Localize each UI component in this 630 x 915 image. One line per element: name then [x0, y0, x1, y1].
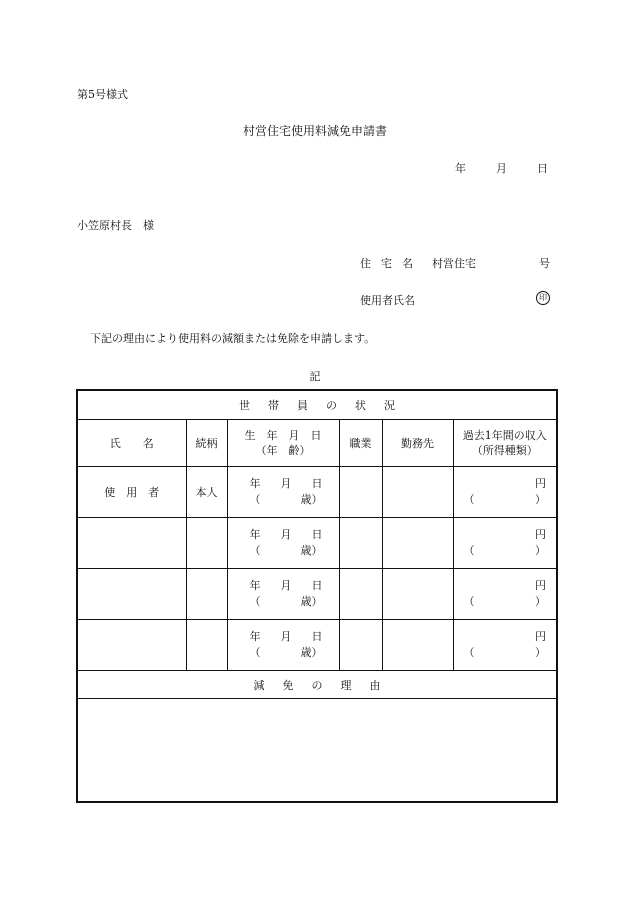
row-birth	[227, 518, 339, 569]
birth-day: 日	[311, 630, 323, 643]
header-birth	[227, 420, 339, 467]
row-occupation	[339, 518, 382, 569]
row-income	[453, 518, 557, 569]
header-income-line2: （所得種類）	[471, 444, 538, 457]
birth-year: 年	[249, 528, 261, 541]
income-type-close: ）	[535, 544, 547, 557]
housing-value: 村営住宅	[432, 257, 476, 270]
table-row	[77, 467, 557, 518]
seal-mark: 印	[536, 291, 550, 305]
income-type-open: （	[463, 493, 475, 506]
reason-field[interactable]	[77, 699, 557, 803]
page-title: 村営住宅使用料減免申請書	[242, 124, 387, 138]
date-month: 月	[496, 162, 507, 175]
birth-day: 日	[311, 528, 323, 541]
row-income	[453, 620, 557, 671]
form-number: 第5号様式	[77, 88, 128, 101]
row-birth	[227, 467, 339, 518]
birth-year: 年	[249, 630, 261, 643]
housing-line	[360, 255, 550, 271]
section-title-reason: 減免の理由	[77, 671, 557, 699]
user-name-label: 使用者氏名	[360, 294, 415, 307]
row-relation	[186, 518, 227, 569]
row-birth	[227, 569, 339, 620]
row-workplace	[382, 620, 453, 671]
income-type-close: ）	[535, 646, 547, 659]
income-type-open: （	[463, 595, 475, 608]
row-name	[77, 518, 186, 569]
age-unit: 歳）	[300, 493, 323, 506]
birth-month: 月	[280, 528, 292, 541]
header-birth-line2: （年 齢）	[255, 444, 311, 457]
birth-day: 日	[311, 477, 323, 490]
age-unit: 歳）	[300, 595, 323, 608]
age-open: （	[249, 544, 261, 557]
birth-year: 年	[249, 579, 261, 592]
income-type-open: （	[463, 544, 475, 557]
household-table	[76, 389, 558, 803]
header-income	[453, 420, 557, 467]
birth-month: 月	[280, 630, 292, 643]
birth-day: 日	[311, 579, 323, 592]
birth-month: 月	[280, 477, 292, 490]
income-type-close: ）	[535, 493, 547, 506]
row-occupation	[339, 569, 382, 620]
row-workplace	[382, 518, 453, 569]
table-row	[77, 569, 557, 620]
row-occupation	[339, 620, 382, 671]
row-relation	[186, 569, 227, 620]
table-row	[77, 620, 557, 671]
age-open: （	[249, 646, 261, 659]
header-workplace: 勤務先	[382, 420, 453, 467]
user-name-line	[360, 292, 550, 308]
birth-year: 年	[249, 477, 261, 490]
age-open: （	[249, 493, 261, 506]
income-type-open: （	[463, 646, 475, 659]
header-income-line1: 過去1年間の収入	[462, 429, 547, 442]
header-occupation: 職業	[339, 420, 382, 467]
housing-label: 住宅名	[360, 257, 423, 270]
header-birth-line1: 生 年 月 日	[244, 429, 322, 442]
row-workplace	[382, 467, 453, 518]
row-workplace	[382, 569, 453, 620]
section-title-household: 世帯員の状況	[77, 390, 557, 420]
row-relation: 本人	[186, 467, 227, 518]
age-open: （	[249, 595, 261, 608]
header-name: 氏 名	[77, 420, 186, 467]
row-name	[77, 569, 186, 620]
housing-number-suffix: 号	[539, 257, 550, 270]
addressee: 小笠原村長 様	[77, 219, 154, 232]
age-unit: 歳）	[300, 544, 323, 557]
date-year: 年	[455, 162, 466, 175]
income-yen: 円	[535, 528, 547, 541]
table-row	[77, 518, 557, 569]
income-yen: 円	[535, 477, 547, 490]
income-type-close: ）	[535, 595, 547, 608]
ki-heading: 記	[309, 370, 321, 383]
row-income	[453, 467, 557, 518]
date-line	[455, 160, 548, 176]
income-yen: 円	[535, 579, 547, 592]
header-relation: 続柄	[186, 420, 227, 467]
application-statement: 下記の理由により使用料の減額または免除を申請します。	[90, 332, 376, 345]
date-day: 日	[537, 162, 548, 175]
row-name	[77, 620, 186, 671]
row-name: 使 用 者	[77, 467, 186, 518]
income-yen: 円	[535, 630, 547, 643]
birth-month: 月	[280, 579, 292, 592]
row-relation	[186, 620, 227, 671]
age-unit: 歳）	[300, 646, 323, 659]
row-birth	[227, 620, 339, 671]
row-income	[453, 569, 557, 620]
row-occupation	[339, 467, 382, 518]
